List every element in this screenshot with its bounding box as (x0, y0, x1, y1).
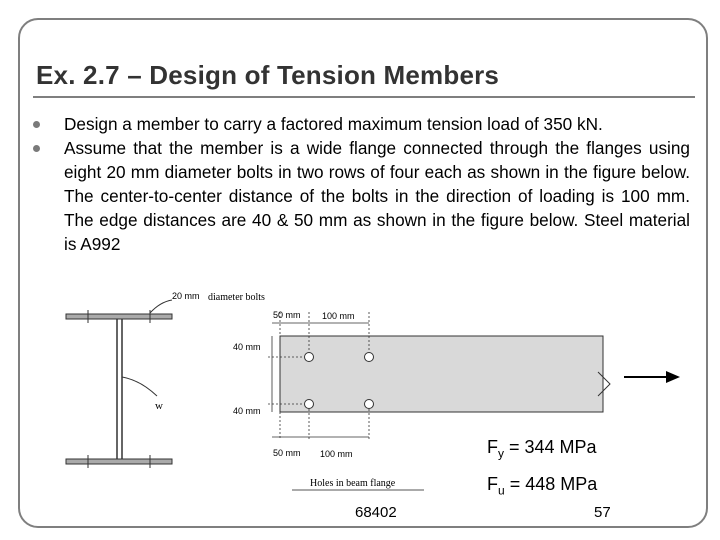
bolt-hole (305, 400, 314, 409)
web-leader (122, 377, 157, 396)
fy-symbol: F (487, 437, 498, 457)
dim-bottom-right: 100 mm (320, 449, 353, 459)
load-arrow-icon (624, 371, 680, 383)
bolt-hole (365, 353, 374, 362)
fy-subscript: y (498, 446, 504, 461)
web-label: w (155, 400, 163, 412)
fy-value: = 344 MPa (504, 437, 597, 457)
wide-flange-section (66, 310, 172, 468)
dim-left-lower: 40 mm (233, 406, 261, 416)
dim-top-left: 50 mm (273, 310, 301, 320)
dim-top-right: 100 mm (322, 311, 355, 321)
bolt-hole (305, 353, 314, 362)
fu-subscript: u (498, 483, 505, 498)
flange-plate (280, 336, 603, 412)
dim-bottom-left: 50 mm (273, 448, 301, 458)
dim-left-upper: 40 mm (233, 342, 261, 352)
slide-title: Ex. 2.7 – Design of Tension Members (36, 60, 500, 90)
bullet-text-2: Assume that the member is a wide flange connected through the flanges using eight 20 mm diameter bolts in two rows of four each as shown in the figure below. The center-to-center distance of the bolts in the direction of loading is 100 mm. The edge distances are 40 & 50 mm as shown in the figure below. Steel material is A992 (64, 138, 690, 254)
fy-property (487, 437, 597, 461)
bolt-note-size: 20 mm (172, 291, 200, 301)
fu-value: = 448 MPa (504, 474, 598, 494)
bolt-note-text: diameter bolts (208, 292, 265, 303)
bolt-note-leader (150, 300, 172, 313)
figure-caption: Holes in beam flange (310, 478, 396, 489)
fu-property (487, 474, 597, 498)
bullet-text-1: Design a member to carry a factored maximum tension load of 350 kN. (64, 114, 603, 134)
footer-code: 68402 (355, 504, 397, 521)
fu-symbol: F (487, 474, 498, 494)
page-number: 57 (594, 504, 611, 521)
bolt-hole (365, 400, 374, 409)
